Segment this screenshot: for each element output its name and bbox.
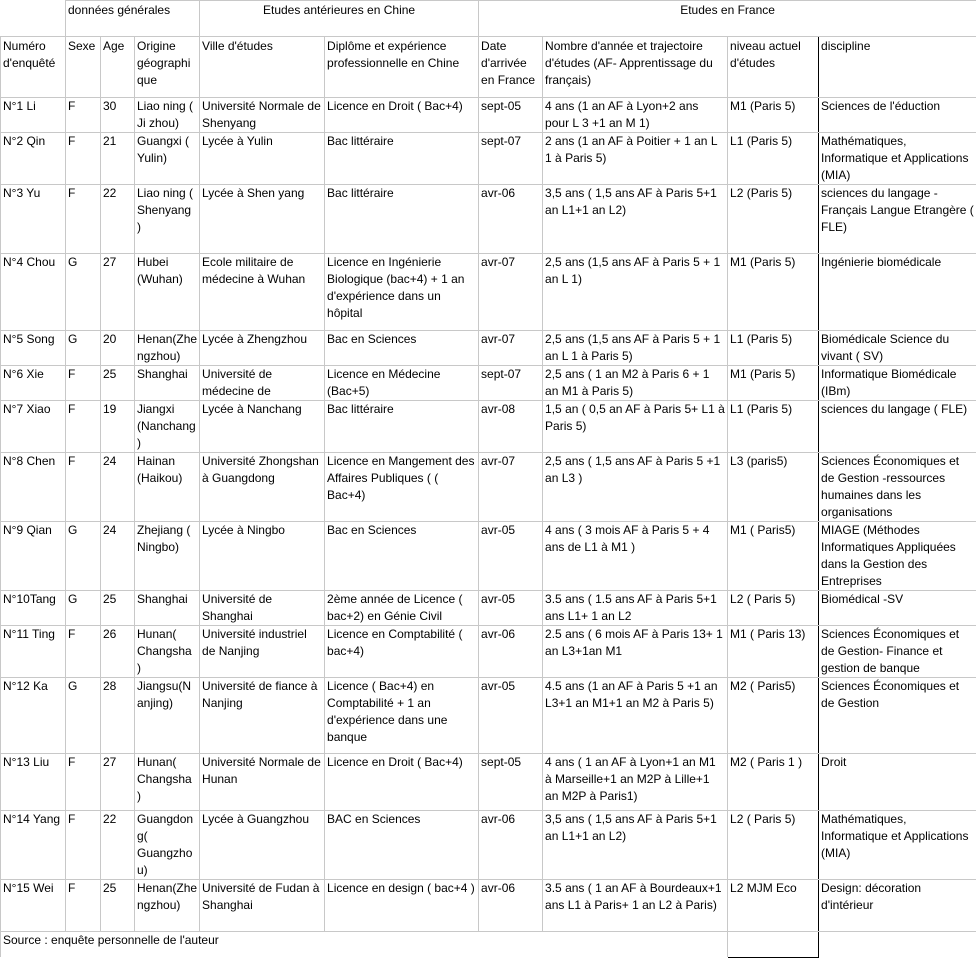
cell-sexe: F: [66, 185, 101, 254]
cell-niveau: M1 (Paris 5): [728, 98, 819, 133]
cell-num: N°12 Ka: [1, 678, 66, 754]
cell-diplome: 2ème année de Licence ( bac+2) en Génie Civil: [325, 591, 479, 626]
cell-origine: Hubei (Wuhan): [135, 254, 200, 331]
cell-num: N°3 Yu: [1, 185, 66, 254]
cell-date: sept-05: [479, 98, 543, 133]
cell-num: N°14 Yang: [1, 811, 66, 880]
cell-trajectoire: 4 ans (1 an AF à Lyon+2 ans pour L 3 +1 an M 1): [543, 98, 728, 133]
cell-origine: Shanghai: [135, 366, 200, 401]
cell-trajectoire: 2 ans (1 an AF à Poitier + 1 an L 1 à Paris 5): [543, 133, 728, 185]
group-header-general: données générales: [66, 1, 200, 37]
table-row: [1, 133, 976, 185]
cell-origine: Henan(Zhengzhou): [135, 331, 200, 366]
cell-num: N°9 Qian: [1, 522, 66, 591]
cell-niveau: M2 ( Paris5): [728, 678, 819, 754]
cell-num: N°8 Chen: [1, 453, 66, 522]
cell-origine: Liao ning ( Ji zhou): [135, 98, 200, 133]
cell-ville: Lycée à Nanchang: [200, 401, 325, 453]
cell-trajectoire: 2.5 ans ( 6 mois AF à Paris 13+ 1 an L3+1an M1: [543, 626, 728, 678]
cell-date: sept-05: [479, 754, 543, 811]
cell-date: avr-07: [479, 453, 543, 522]
cell-sexe: G: [66, 522, 101, 591]
cell-age: 26: [101, 626, 135, 678]
cell-age: 28: [101, 678, 135, 754]
cell-trajectoire: 2,5 ans ( 1,5 ans AF à Paris 5 +1 an L3 ): [543, 453, 728, 522]
cell-trajectoire: 3.5 ans ( 1 an AF à Bourdeaux+1 ans L1 à Paris+ 1 an L2 à Paris): [543, 880, 728, 932]
cell-num: N°1 Li: [1, 98, 66, 133]
cell-origine: Jiangsu(Nanjing): [135, 678, 200, 754]
cell-date: avr-05: [479, 678, 543, 754]
cell-trajectoire: 4.5 ans (1 an AF à Paris 5 +1 an L3+1 an M1+1 an M2 à Paris 5): [543, 678, 728, 754]
cell-age: 27: [101, 254, 135, 331]
cell-origine: Shanghai: [135, 591, 200, 626]
cell-date: sept-07: [479, 366, 543, 401]
cell-sexe: G: [66, 591, 101, 626]
table-row: [1, 401, 976, 453]
cell-sexe: F: [66, 366, 101, 401]
cell-trajectoire: 3.5 ans ( 1.5 ans AF à Paris 5+1 ans L1+ 1 an L2: [543, 591, 728, 626]
table-row: [1, 254, 976, 331]
cell-discipline: Design: décoration d'intérieur: [819, 880, 976, 932]
cell-niveau: L2 ( Paris 5): [728, 591, 819, 626]
group-header-row: [1, 1, 976, 37]
cell-ville: Lycée à Zhengzhou: [200, 331, 325, 366]
cell-trajectoire: 4 ans ( 1 an AF à Lyon+1 an M1 à Marseille+1 an M2P à Lille+1 an M2P à Paris1): [543, 754, 728, 811]
cell-ville: Lycée à Shen yang: [200, 185, 325, 254]
cell-discipline: Ingénierie biomédicale: [819, 254, 976, 331]
source-empty-cell: [819, 932, 976, 958]
cell-niveau: M2 ( Paris 1 ): [728, 754, 819, 811]
cell-date: sept-07: [479, 133, 543, 185]
cell-ville: Lycée à Ningbo: [200, 522, 325, 591]
cell-diplome: Bac littéraire: [325, 401, 479, 453]
cell-date: avr-06: [479, 880, 543, 932]
cell-trajectoire: 1,5 an ( 0,5 an AF à Paris 5+ L1 à Paris 5): [543, 401, 728, 453]
table-row: [1, 453, 976, 522]
cell-date: avr-07: [479, 331, 543, 366]
cell-origine: Hunan( Changsha ): [135, 754, 200, 811]
cell-discipline: sciences du langage ( FLE): [819, 401, 976, 453]
cell-origine: Liao ning ( Shenyang ): [135, 185, 200, 254]
cell-trajectoire: 3,5 ans ( 1,5 ans AF à Paris 5+1 an L1+1 an L2): [543, 811, 728, 880]
cell-diplome: Licence en Droit ( Bac+4): [325, 98, 479, 133]
table-row: [1, 331, 976, 366]
cell-origine: Guangxi ( Yulin): [135, 133, 200, 185]
cell-ville: Université de fiance à Nanjing: [200, 678, 325, 754]
cell-sexe: F: [66, 98, 101, 133]
cell-origine: Henan(Zhengzhou): [135, 880, 200, 932]
cell-sexe: F: [66, 401, 101, 453]
group-header-china: Etudes antérieures en Chine: [200, 1, 479, 37]
table-body: [1, 98, 976, 932]
cell-ville: Université Normale de Hunan: [200, 754, 325, 811]
column-header: niveau actuel d'études: [728, 37, 819, 98]
cell-diplome: Bac littéraire: [325, 185, 479, 254]
cell-niveau: M1 (Paris 5): [728, 366, 819, 401]
column-header: Ville d'études: [200, 37, 325, 98]
cell-age: 24: [101, 522, 135, 591]
cell-sexe: G: [66, 254, 101, 331]
column-header: Sexe: [66, 37, 101, 98]
cell-origine: Hunan( Changsha ): [135, 626, 200, 678]
cell-num: N°13 Liu: [1, 754, 66, 811]
cell-sexe: F: [66, 133, 101, 185]
cell-sexe: F: [66, 880, 101, 932]
cell-age: 22: [101, 185, 135, 254]
cell-date: avr-07: [479, 254, 543, 331]
cell-age: 20: [101, 331, 135, 366]
cell-trajectoire: 2,5 ans ( 1 an M2 à Paris 6 + 1 an M1 à Paris 5): [543, 366, 728, 401]
cell-num: N°5 Song: [1, 331, 66, 366]
cell-age: 21: [101, 133, 135, 185]
cell-ville: Université de médecine de: [200, 366, 325, 401]
cell-discipline: Sciences Économiques et de Gestion: [819, 678, 976, 754]
cell-sexe: F: [66, 626, 101, 678]
cell-date: avr-06: [479, 185, 543, 254]
cell-diplome: Licence en Droit ( Bac+4): [325, 754, 479, 811]
cell-diplome: Licence en Ingénierie Biologique (bac+4) + 1 an d'expérience dans un hôpital: [325, 254, 479, 331]
cell-discipline: Mathématiques, Informatique et Applications (MIA): [819, 811, 976, 880]
table-row: [1, 880, 976, 932]
table-row: [1, 626, 976, 678]
group-header-france: Etudes en France: [479, 1, 976, 37]
column-header: Diplôme et expérience professionnelle en Chine: [325, 37, 479, 98]
column-header: Age: [101, 37, 135, 98]
cell-date: avr-05: [479, 591, 543, 626]
cell-discipline: Sciences Économiques et de Gestion -ressources humaines dans les organisations: [819, 453, 976, 522]
column-header-row: [1, 37, 976, 98]
cell-num: N°4 Chou: [1, 254, 66, 331]
cell-num: N°6 Xie: [1, 366, 66, 401]
cell-date: avr-06: [479, 626, 543, 678]
cell-trajectoire: 2,5 ans (1,5 ans AF à Paris 5 + 1 an L 1 à Paris 5): [543, 331, 728, 366]
column-header: Nombre d'année et trajectoire d'études (AF- Apprentissage du français): [543, 37, 728, 98]
cell-niveau: L1 (Paris 5): [728, 401, 819, 453]
column-header: Numéro d'enquêté: [1, 37, 66, 98]
cell-age: 24: [101, 453, 135, 522]
source-row: [1, 932, 976, 958]
table-row: [1, 678, 976, 754]
source-level-cell: [728, 932, 819, 958]
cell-ville: Université Normale de Shenyang: [200, 98, 325, 133]
cell-diplome: Licence en Médecine (Bac+5): [325, 366, 479, 401]
cell-trajectoire: 2,5 ans (1,5 ans AF à Paris 5 + 1 an L 1): [543, 254, 728, 331]
cell-niveau: M1 ( Paris 13): [728, 626, 819, 678]
cell-age: 27: [101, 754, 135, 811]
cell-ville: Université industriel de Nanjing: [200, 626, 325, 678]
column-header: Origine géographique: [135, 37, 200, 98]
cell-diplome: Licence en Comptabilité ( bac+4): [325, 626, 479, 678]
cell-sexe: G: [66, 331, 101, 366]
table-row: [1, 522, 976, 591]
cell-origine: Zhejiang ( Ningbo): [135, 522, 200, 591]
cell-discipline: MIAGE (Méthodes Informatiques Appliquées dans la Gestion des Entreprises: [819, 522, 976, 591]
cell-num: N°7 Xiao: [1, 401, 66, 453]
cell-niveau: L2 ( Paris 5): [728, 811, 819, 880]
cell-diplome: Licence en Mangement des Affaires Publiques ( ( Bac+4): [325, 453, 479, 522]
cell-date: avr-05: [479, 522, 543, 591]
cell-niveau: M1 ( Paris5): [728, 522, 819, 591]
group-header-empty: [1, 1, 66, 37]
cell-sexe: F: [66, 754, 101, 811]
cell-age: 30: [101, 98, 135, 133]
cell-origine: Jiangxi (Nanchang): [135, 401, 200, 453]
cell-diplome: Bac littéraire: [325, 133, 479, 185]
cell-diplome: BAC en Sciences: [325, 811, 479, 880]
cell-niveau: L2 MJM Eco: [728, 880, 819, 932]
table-row: [1, 591, 976, 626]
cell-ville: Lycée à Guangzhou: [200, 811, 325, 880]
cell-diplome: Bac en Sciences: [325, 522, 479, 591]
table-row: [1, 185, 976, 254]
cell-discipline: Sciences Économiques et de Gestion- Finance et gestion de banque: [819, 626, 976, 678]
cell-sexe: F: [66, 811, 101, 880]
cell-discipline: Sciences de l'éduction: [819, 98, 976, 133]
cell-date: avr-06: [479, 811, 543, 880]
table-row: [1, 754, 976, 811]
cell-age: 25: [101, 880, 135, 932]
cell-num: N°2 Qin: [1, 133, 66, 185]
cell-origine: Hainan (Haikou): [135, 453, 200, 522]
cell-ville: Université Zhongshan à Guangdong: [200, 453, 325, 522]
cell-niveau: L2 (Paris 5): [728, 185, 819, 254]
cell-trajectoire: 4 ans ( 3 mois AF à Paris 5 + 4 ans de L1 à M1 ): [543, 522, 728, 591]
cell-ville: Université de Fudan à Shanghai: [200, 880, 325, 932]
cell-ville: Université de Shanghai: [200, 591, 325, 626]
cell-num: N°10Tang: [1, 591, 66, 626]
cell-age: 25: [101, 591, 135, 626]
cell-ville: Ecole militaire de médecine à Wuhan: [200, 254, 325, 331]
cell-niveau: M1 (Paris 5): [728, 254, 819, 331]
cell-sexe: G: [66, 678, 101, 754]
source-note: Source : enquête personnelle de l'auteur: [1, 932, 728, 958]
table-row: [1, 366, 976, 401]
table-row: [1, 98, 976, 133]
cell-age: 19: [101, 401, 135, 453]
column-header: discipline: [819, 37, 976, 98]
cell-ville: Lycée à Yulin: [200, 133, 325, 185]
cell-date: avr-08: [479, 401, 543, 453]
cell-age: 22: [101, 811, 135, 880]
cell-num: N°15 Wei: [1, 880, 66, 932]
cell-discipline: Droit: [819, 754, 976, 811]
cell-discipline: Informatique Biomédicale (IBm): [819, 366, 976, 401]
cell-discipline: Biomédical -SV: [819, 591, 976, 626]
cell-diplome: Licence ( Bac+4) en Comptabilité + 1 an d'expérience dans une banque: [325, 678, 479, 754]
cell-discipline: Mathématiques, Informatique et Applications (MIA): [819, 133, 976, 185]
cell-diplome: Bac en Sciences: [325, 331, 479, 366]
cell-niveau: L1 (Paris 5): [728, 331, 819, 366]
cell-trajectoire: 3,5 ans ( 1,5 ans AF à Paris 5+1 an L1+1 an L2): [543, 185, 728, 254]
column-header: Date d'arrivée en France: [479, 37, 543, 98]
cell-origine: Guangdong( Guangzhou): [135, 811, 200, 880]
cell-discipline: sciences du langage - Français Langue Etrangère ( FLE): [819, 185, 976, 254]
cell-niveau: L3 (paris5): [728, 453, 819, 522]
cell-num: N°11 Ting: [1, 626, 66, 678]
cell-diplome: Licence en design ( bac+4 ): [325, 880, 479, 932]
cell-discipline: Biomédicale Science du vivant ( SV): [819, 331, 976, 366]
cell-age: 25: [101, 366, 135, 401]
table-row: [1, 811, 976, 880]
cell-niveau: L1 (Paris 5): [728, 133, 819, 185]
cell-sexe: F: [66, 453, 101, 522]
